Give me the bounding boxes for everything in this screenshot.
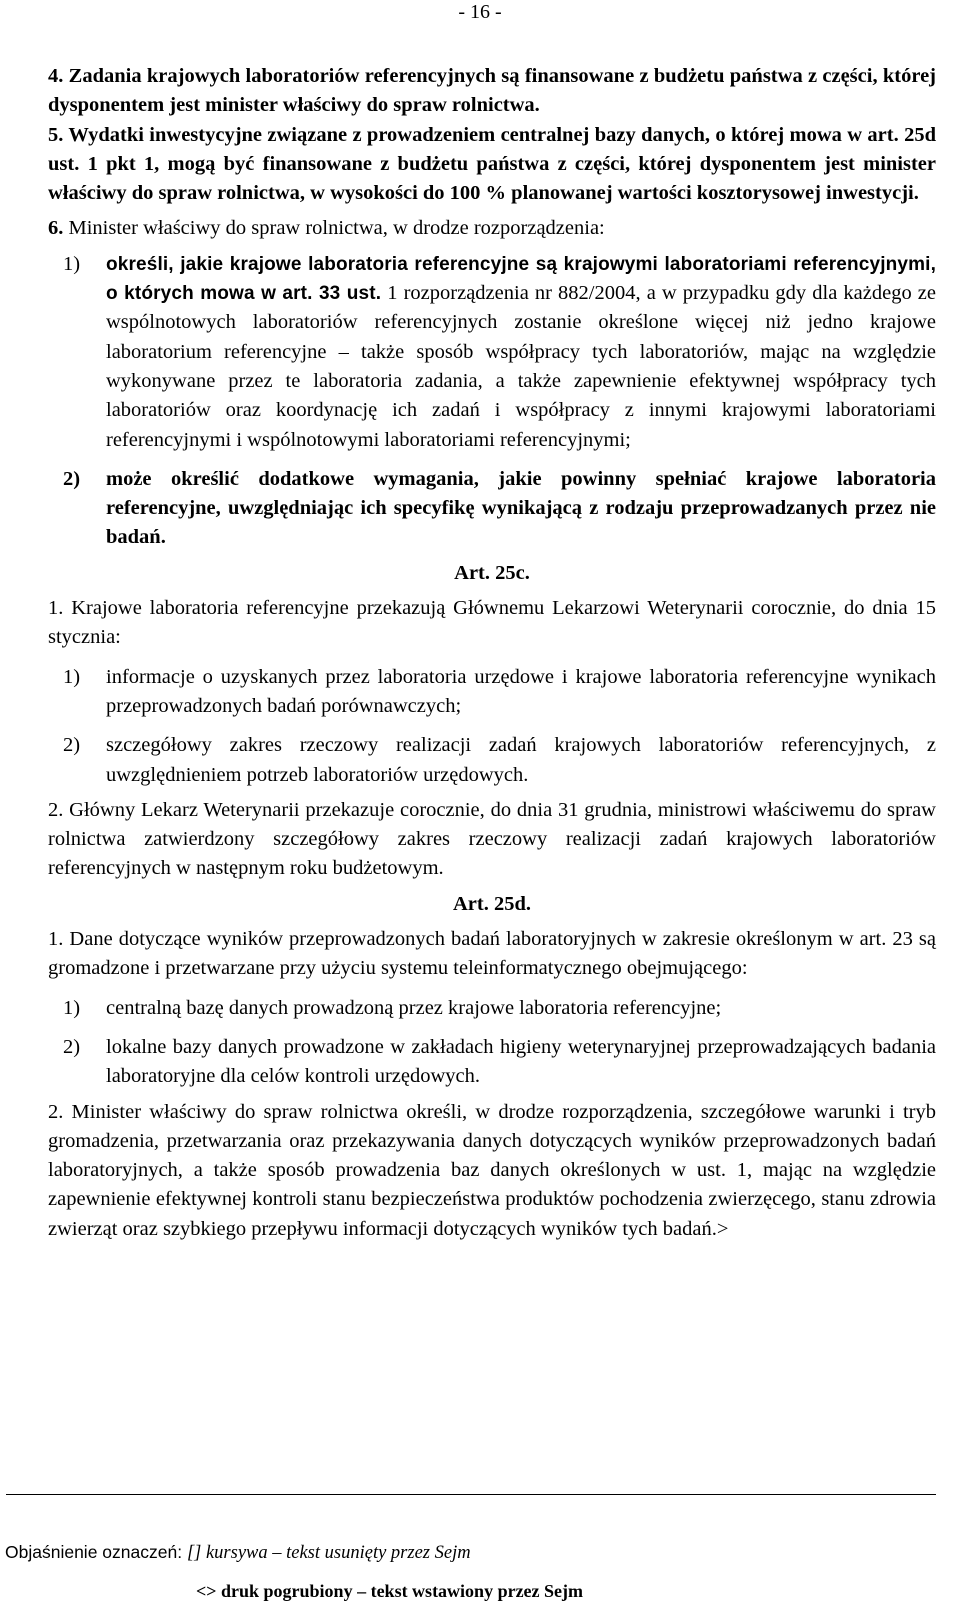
document-body — [48, 62, 936, 1244]
article-paragraph: 1. Dane dotyczące wyników przeprowadzonych badań laboratoryjnych w zakresie określonym w art. 23 są gromadzone i przetwarzane przy użyciu systemu teleinformatycznego obejmującego: — [48, 928, 936, 980]
article-heading: Art. 25d. — [452, 892, 531, 915]
page-number: - 16 - — [458, 1, 502, 23]
list-item-number: 1) — [63, 996, 81, 1019]
article-heading: Art. 25c. — [454, 561, 530, 584]
list-item-number: 1) — [63, 665, 81, 688]
list-item-text — [106, 250, 936, 455]
list-item — [63, 250, 936, 455]
paragraph-4: 4. Zadania krajowych laboratoriów referencyjnych są finansowane z budżetu państwa z części, której dysponentem jest minister właściwy do spraw rolnictwa. — [48, 65, 936, 117]
paragraph-5: 5. Wydatki inwestycyjne związane z prowadzeniem centralnej bazy danych, o której mowa w art. 25d ust. 1 pkt 1, mogą być finansowane z budżetu państwa z części, której dysponentem jest minister właściwy do spraw rolnictwa, w wysokości do 100 % planowanej wartości kosztorysowej inwestycji. — [48, 123, 936, 205]
footer-divider — [6, 1494, 936, 1495]
list-item-text: lokalne bazy danych prowadzone w zakładach higieny weterynaryjnej przeprowadzających badania laboratoryjne dla celów kontroli urzędowych. — [106, 1035, 936, 1088]
list-item-text: szczegółowy zakres rzeczowy realizacji zadań krajowych laboratoriów referencyjnych, z uwzględnieniem potrzeb laboratoriów urzędowych. — [106, 734, 936, 786]
article-paragraph: 2. Główny Lekarz Weterynarii przekazuje corocznie, do dnia 31 grudnia, ministrowi właściwemu do spraw rolnictwa zatwierdzony szczegółowy zakres rzeczowy realizacji zadań krajowych laboratoriów referencyjnych w następnym roku budżetowym. — [48, 798, 936, 880]
list-item — [63, 465, 936, 553]
article-paragraph: 1. Krajowe laboratoria referencyjne przekazują Głównemu Lekarzowi Weterynarii corocznie, do dnia 15 stycznia: — [48, 597, 936, 649]
bold-insert: określi, jakie krajowe laboratoria referencyjne są krajowymi laboratoriami referencyjnymi, o których mowa w art. 33 ust. — [106, 253, 936, 305]
list-item-text: może określić dodatkowe wymagania, jakie powinny spełniać krajowe laboratoria referencyjne, uwzględniając ich specyfikę wynikającą z rodzaju przeprowadzanych przez nie badań. — [106, 467, 936, 549]
list-item — [63, 731, 936, 790]
paragraph-6 — [48, 214, 936, 243]
list-item-number: 1) — [63, 252, 81, 275]
regular-text: 1 rozporządzenia nr 882/2004, a w przypadku gdy dla każdego ze wspólnotowych laboratoriów referencyjnych zostanie określone więcej niż jedno krajowe laboratorium referencyjne – także sposób współpracy tych laboratoriów, mając na względzie wykonywane przez te laboratoria zadania, a także zapewnienie efektywnej współpracy tych laboratoriów oraz koordynację ich zadań i współpracy z innymi krajowymi laboratoriami referencyjnymi i wspólnotowymi laboratoriami referencyjnymi; — [106, 282, 936, 451]
list-item-number: 2) — [63, 1035, 81, 1058]
list-item-number: 2) — [63, 467, 81, 490]
list-item — [63, 663, 936, 722]
list-item-text: centralną bazę danych prowadzoną przez krajowe laboratoria referencyjne; — [106, 996, 722, 1019]
list-item — [63, 994, 936, 1023]
footer-legend — [5, 1541, 935, 1564]
paragraph-6-number: 6. — [48, 217, 64, 240]
list-item-text: informacje o uzyskanych przez laboratoria urzędowe i krajowe laboratoria referencyjne wynikach przeprowadzonych badań porównawczych; — [106, 665, 936, 717]
list-item — [63, 1033, 936, 1092]
legend-label: Objaśnienie oznaczeń: — [5, 1542, 183, 1562]
article-paragraph: 2. Minister właściwy do spraw rolnictwa określi, w drodze rozporządzenia, szczegółowe warunki i tryb gromadzenia, przetwarzania oraz przekazywania danych dotyczących wyników przeprowadzonych badań laboratoryjnych, a także sposób prowadzenia baz danych określonych w ust. 1, mając na względzie zapewnienie efektywnej kontroli stanu bezpieczeństwa produktów pochodzenia zwierzęcego, stanu zdrowia zwierząt oraz szybkiego przepływu informacji dotyczących wyników tych badań.> — [48, 1100, 936, 1240]
legend-italic: [] kursywa – tekst usunięty przez Sejm — [186, 1543, 471, 1563]
legend-bold: <> druk pogrubiony – tekst wstawiony przez Sejm — [196, 1581, 584, 1601]
paragraph-6-text: Minister właściwy do spraw rolnictwa, w drodze rozporządzenia: — [68, 217, 605, 240]
list-item-number: 2) — [63, 734, 81, 757]
